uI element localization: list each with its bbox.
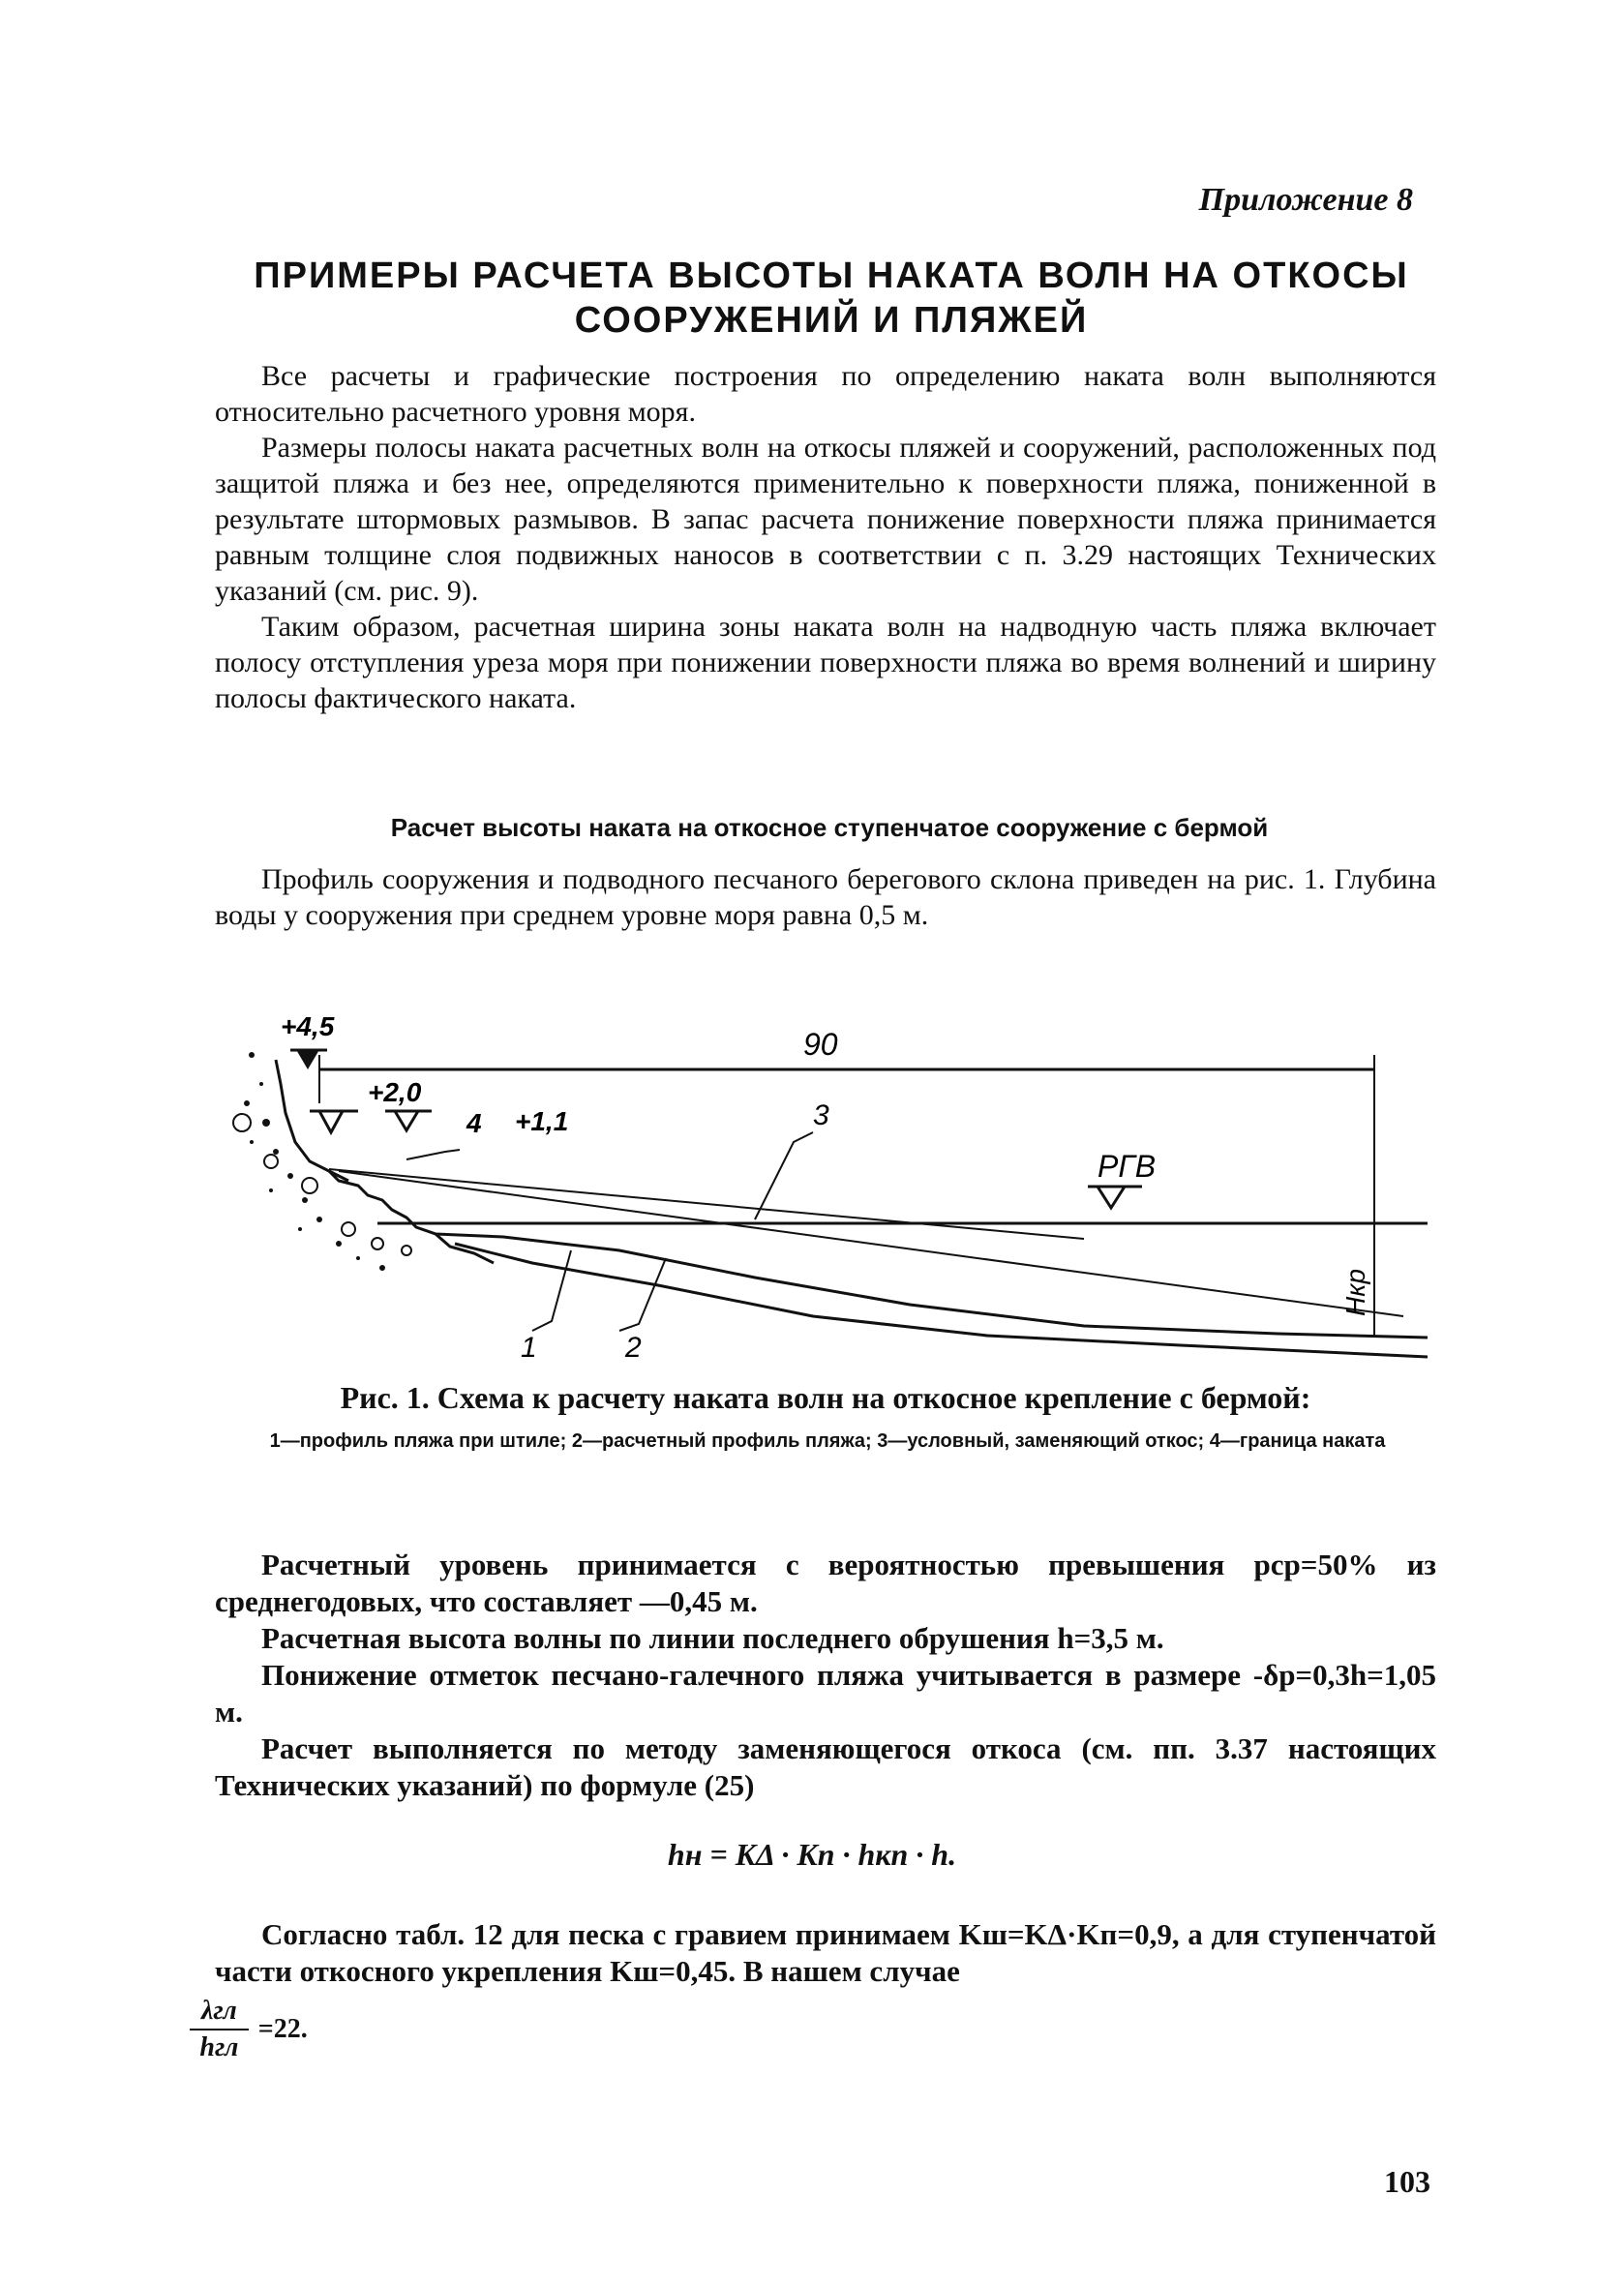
replacing-slope-3 [339,1171,1403,1316]
profile-text [215,861,1436,933]
run-up-boundary-4 [329,1169,1084,1239]
paragraph: Таким образом, расчетная ширина зоны наката волн на надводную часть пляжа включает полосу отступления уреза моря при понижении поверхности пляжа во время волнений и ширину полосы фактического наката. [215,611,1436,714]
label-top: +4,5 [281,1011,335,1041]
ratio-fraction [190,1996,249,2063]
paragraph: Профиль сооружения и подводного песчаного берегового склона приведен на рис. 1. Глубина воды у сооружения при среднем уровне моря равна 0,5 м. [215,863,1436,931]
label-rgv: РГВ [1098,1149,1157,1184]
figure-legend: 1—профиль пляжа при штиле; 2—расчетный профиль пляжа; 3—условный, заменяющий откос; 4—граница наката [269,1430,1386,1452]
table-text [215,1916,1436,1990]
label-n1: 1 [521,1332,537,1364]
paragraph: Расчетный уровень принимается с вероятностью превышения pср=50% из среднегодовых, что составляет —0,45 м. [215,1548,1436,1618]
section-subheading: Расчет высоты наката на откосное ступенчатое сооружение с бермой [390,813,1269,842]
title-line-2: СООРУЖЕНИЙ И ПЛЯЖЕЙ [574,300,1089,341]
label-small: +1,1 [515,1106,569,1136]
page-number: 103 [1384,2164,1430,2199]
label-mid: +2,0 [368,1077,422,1107]
title-line-1: ПРИМЕРЫ РАСЧЕТА ВЫСОТЫ НАКАТА ВОЛН НА ОТКОСЫ [254,256,1409,296]
paragraph: Размеры полосы наката расчетных волн на откосы пляжей и сооружений, расположенных под защитой пляжа и без нее, определяются применительно к поверхности пляжа, пониженной в результате штормовых размывов. В запас расчета понижение поверхности пляжа принимается равным толщине слоя подвижных наносов в соответствии с п. 3.29 настоящих Технических указаний (см. рис. 9). [215,432,1436,607]
paragraph: Расчет выполняется по методу заменяющегося откоса (см. пп. 3.37 настоящих Технических указаний) по формуле (25) [215,1731,1436,1802]
calculation-text [215,1547,1436,1804]
beach-profile-1 [436,1234,1428,1338]
ratio-value: =22. [257,2014,308,2044]
paragraph: Все расчеты и графические построения по определению наката волн выполняются относительно расчетного уровня моря. [215,360,1436,428]
figure-caption: Рис. 1. Схема к расчету наката волн на откосное крепление с бермой: [340,1380,1311,1415]
page-title [0,254,1624,343]
label-h: Hкр [1340,1268,1370,1316]
paragraph: Согласно табл. 12 для песка с гравием принимаем Kш=KΔ·Kп=0,9, а для ступенчатой части откосного укрепления Kш=0,45. В нашем случае [215,1917,1436,1988]
label-n4: 4 [466,1108,482,1138]
label-width: 90 [803,1027,838,1062]
paragraph: Понижение отметок песчано-галечного пляжа учитывается в размере -δр=0,3h=1,05 м. [215,1658,1436,1729]
ratio-expression [190,1996,308,2063]
figure-diagram [213,997,1442,1365]
formula-25: hн = KΔ · Kп · hкп · h. [667,1837,957,1872]
ratio-numerator: λгл [190,1996,249,2030]
ratio-denominator: hгл [199,2032,239,2062]
paragraph: Расчетная высота волны по линии последнего обрушения h=3,5 м. [261,1621,1164,1655]
appendix-label: Приложение 8 [1198,182,1413,218]
intro-text [215,358,1436,716]
label-n3: 3 [813,1099,829,1131]
label-n2: 2 [625,1332,642,1364]
